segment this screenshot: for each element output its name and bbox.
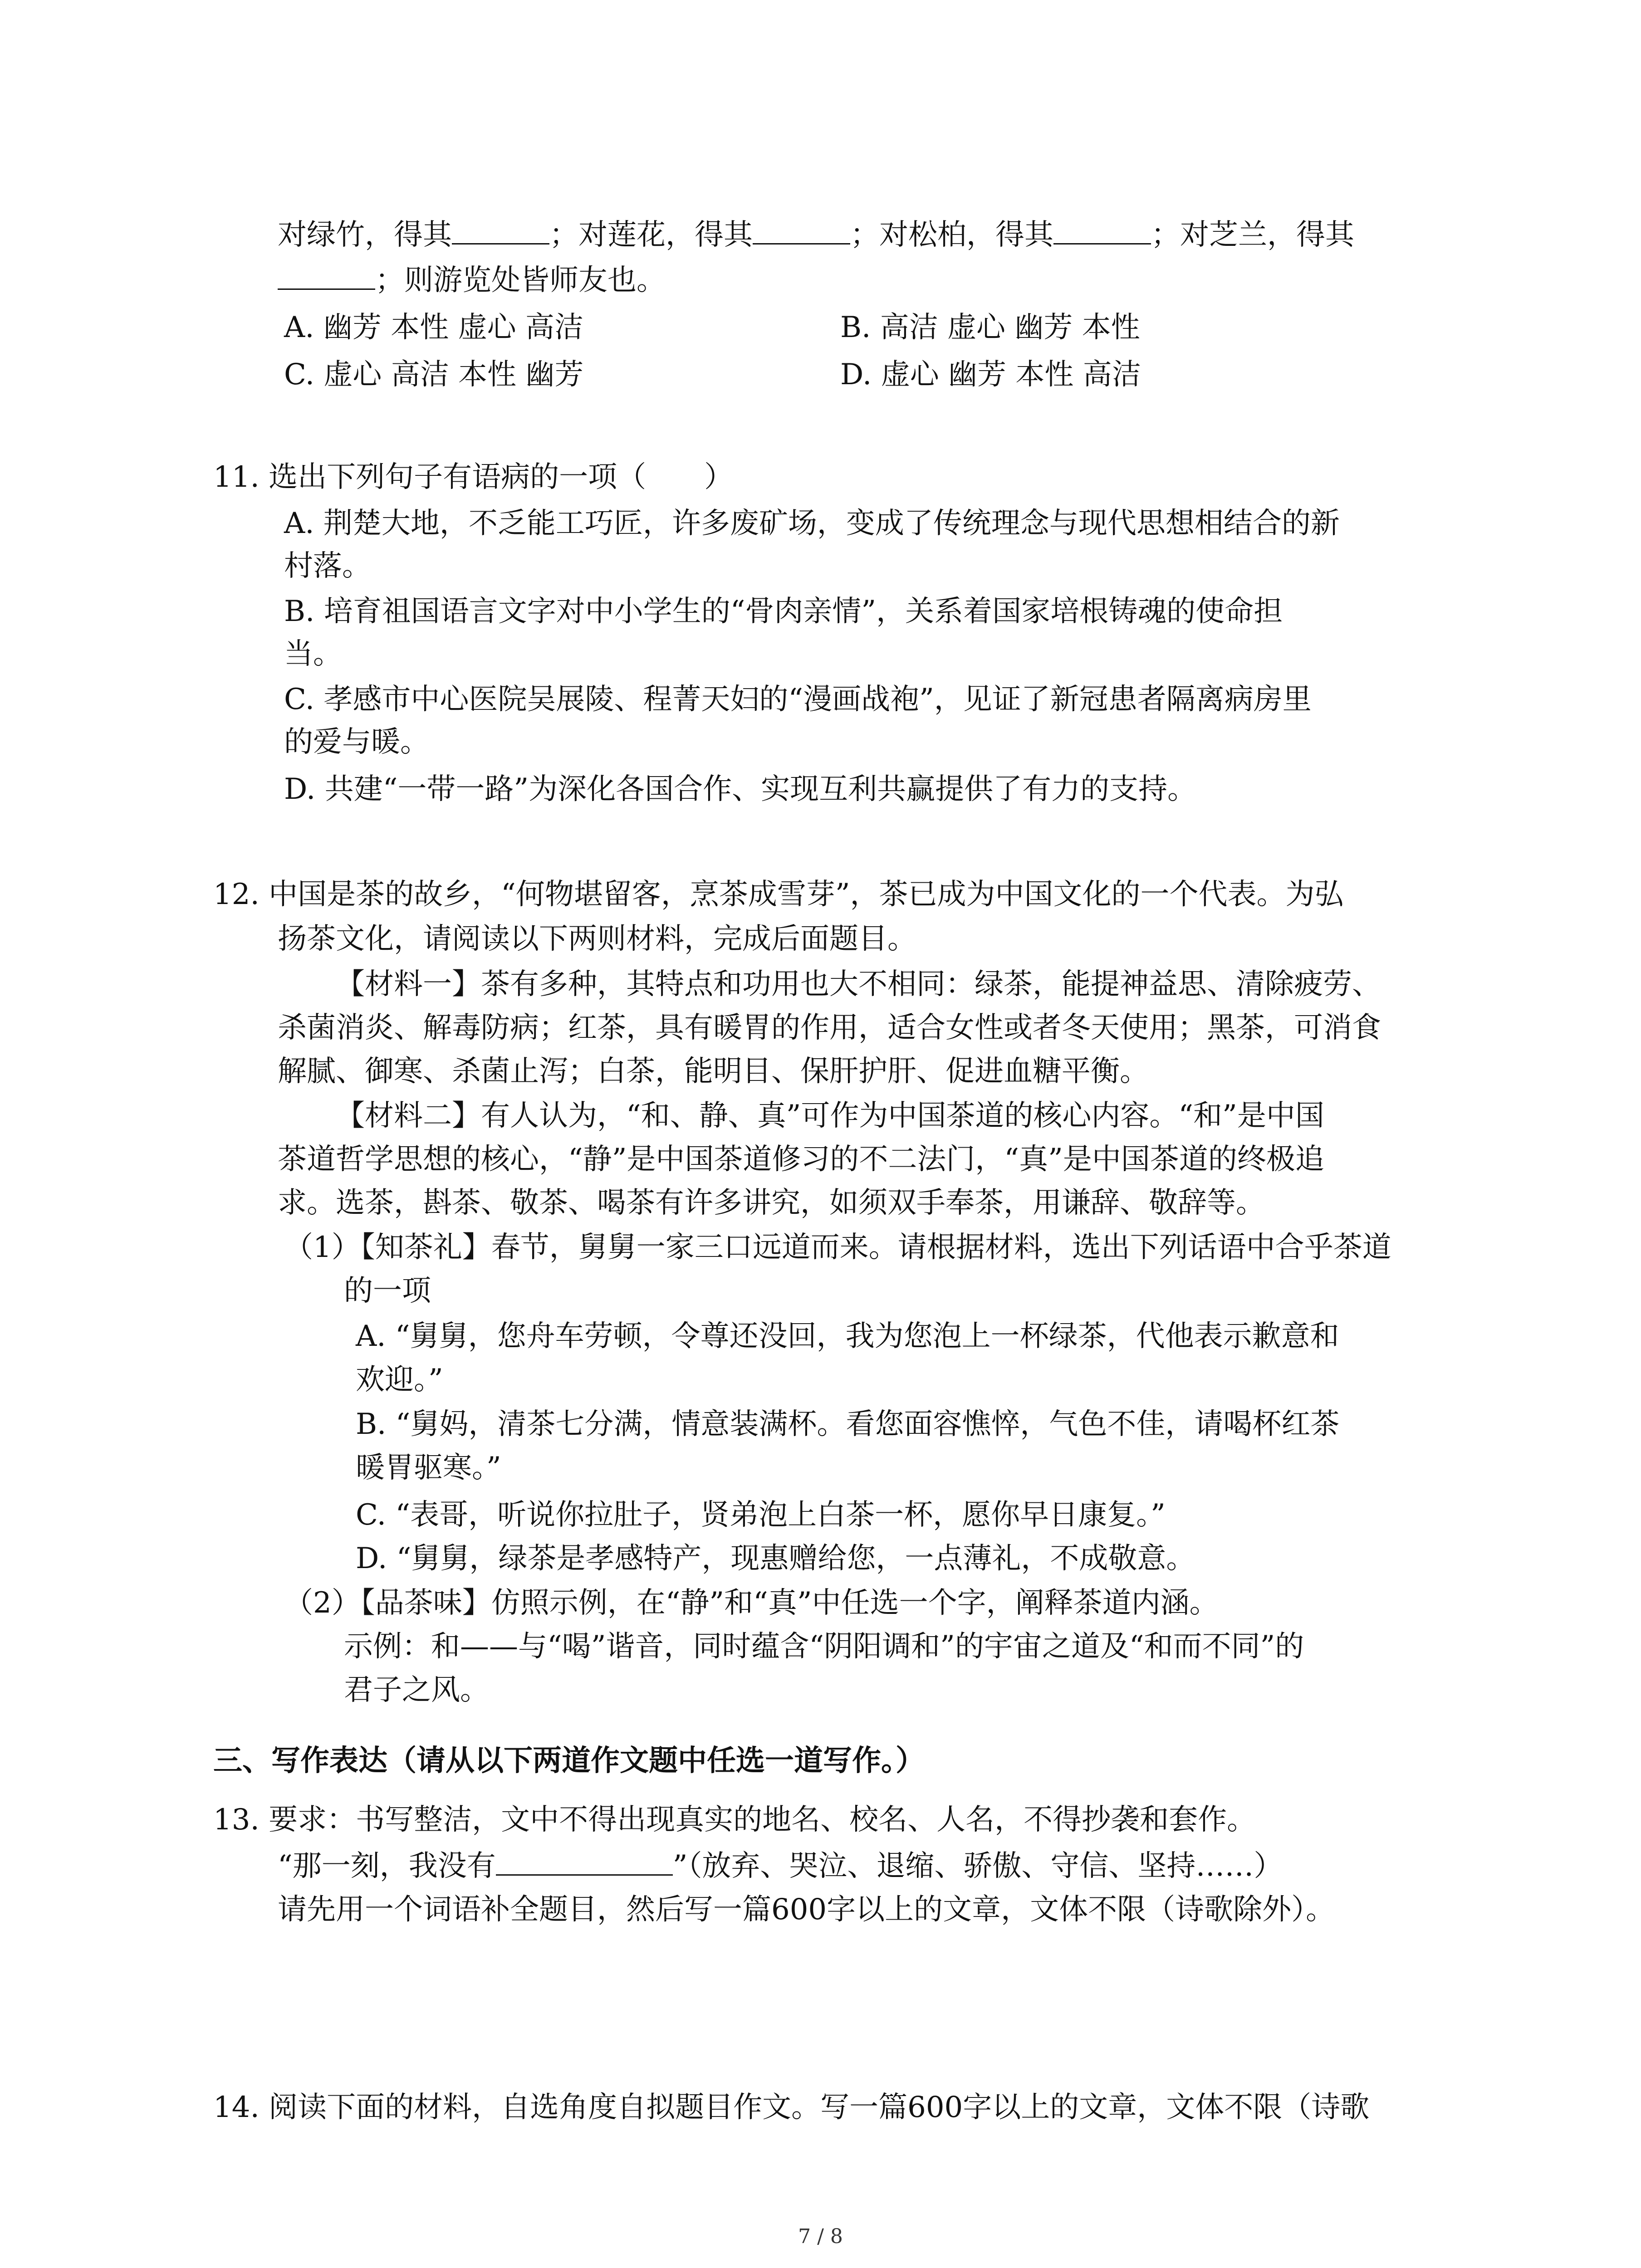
q12-stem-line2: 扬茶文化，请阅读以下两则材料，完成后面题目。 bbox=[278, 922, 916, 956]
q14-stem: 14. 阅读下面的材料，自选角度自拟题目作文。写一篇600字以上的文章，文体不限（诗歌 bbox=[213, 2091, 1370, 2124]
q10-option-c[interactable]: C. 虚心 高洁 本性 幽芳 bbox=[284, 358, 584, 391]
q10-option-d[interactable]: D. 虚心 幽芳 本性 高洁 bbox=[840, 358, 1141, 391]
q12-part1-option-b[interactable]: B. “舅妈，清茶七分满，情意装满杯。看您面容憔悴，气色不佳，请喝杯红茶 bbox=[356, 1408, 1340, 1441]
page-number: 7 / 8 bbox=[798, 2225, 843, 2248]
q10-text-5: ；则游览处皆师友也。 bbox=[375, 264, 666, 297]
material-2-line1: 【材料二】有人认为，“和、静、真”可作为中国茶道的核心内容。“和”是中国 bbox=[336, 1099, 1324, 1133]
q12-part1-stem-cont: 的一项 bbox=[344, 1274, 431, 1308]
q10-text-4: ；对芝兰，得其 bbox=[1151, 218, 1354, 252]
q10-option-b[interactable]: B. 高洁 虚心 幽芳 本性 bbox=[840, 311, 1140, 344]
answer-blank-2[interactable] bbox=[753, 218, 850, 244]
q11-option-b[interactable]: B. 培育祖国语言文字对中小学生的“骨肉亲情”，关系着国家培根铸魂的使命担 bbox=[284, 595, 1283, 628]
material-1-line3: 解腻、御寒、杀菌止泻；白茶，能明目、保肝护肝、促进血糖平衡。 bbox=[278, 1055, 1149, 1088]
q11-option-a-cont: 村落。 bbox=[284, 549, 371, 583]
q10-text-1: 对绿竹，得其 bbox=[278, 218, 452, 252]
q13-title-suffix: ”（放弃、哭泣、退缩、骄傲、守信、坚持……） bbox=[672, 1849, 1283, 1883]
q12-part1-stem: （1）【知茶礼】春节，舅舅一家三口远道而来。请根据材料，选出下列话语中合乎茶道 bbox=[284, 1231, 1391, 1264]
q10-line2 bbox=[278, 262, 666, 298]
q11-option-d[interactable]: D. 共建“一带一路”为深化各国合作、实现互利共赢提供了有力的支持。 bbox=[284, 772, 1197, 806]
q11-stem: 11. 选出下列句子有语病的一项（ ） bbox=[213, 460, 734, 494]
section-heading: 三、写作表达（请从以下两道作文题中任选一道写作。） bbox=[213, 1744, 925, 1778]
title-blank[interactable] bbox=[496, 1849, 673, 1876]
q12-stem-line1: 12. 中国是茶的故乡，“何物堪留客，烹茶成雪芽”，茶已成为中国文化的一个代表。为弘 bbox=[213, 878, 1344, 911]
q10-text-2: ；对莲花，得其 bbox=[549, 218, 753, 252]
answer-blank-3[interactable] bbox=[1053, 218, 1151, 244]
q10-option-a[interactable]: A. 幽芳 本性 虚心 高洁 bbox=[284, 311, 583, 344]
material-2-line3: 求。选茶，斟茶、敬茶、喝茶有许多讲究，如须双手奉茶，用谦辞、敬辞等。 bbox=[278, 1186, 1265, 1220]
answer-blank-4[interactable] bbox=[278, 263, 375, 290]
q12-part1-option-b-cont: 暖胃驱寒。” bbox=[356, 1451, 501, 1485]
q12-example-line2: 君子之风。 bbox=[344, 1673, 489, 1707]
q10-line1 bbox=[278, 217, 1354, 253]
q12-part1-option-c[interactable]: C. “表哥，听说你拉肚子，贤弟泡上白茶一杯，愿你早日康复。” bbox=[356, 1498, 1166, 1532]
q12-part1-option-a[interactable]: A. “舅舅，您舟车劳顿，令尊还没回，我为您泡上一杯绿茶，代他表示歉意和 bbox=[356, 1320, 1339, 1353]
q12-example-line1: 示例：和——与“喝”谐音，同时蕴含“阴阳调和”的宇宙之道及“和而不同”的 bbox=[344, 1630, 1304, 1663]
q11-option-c-cont: 的爱与暖。 bbox=[284, 725, 429, 759]
answer-blank-1[interactable] bbox=[452, 218, 549, 244]
q12-part2-stem: （2）【品茶味】仿照示例，在“静”和“真”中任选一个字，阐释茶道内涵。 bbox=[284, 1586, 1219, 1620]
q13-title-prefix: “那一刻，我没有 bbox=[278, 1849, 496, 1883]
q13-instruction: 请先用一个词语补全题目，然后写一篇600字以上的文章，文体不限（诗歌除外）。 bbox=[278, 1893, 1335, 1926]
material-1-line2: 杀菌消炎、解毒防病；红茶，具有暖胃的作用，适合女性或者冬天使用；黑茶，可消食 bbox=[278, 1011, 1381, 1045]
q13-requirement: 13. 要求：书写整洁，文中不得出现真实的地名、校名、人名，不得抄袭和套作。 bbox=[213, 1803, 1256, 1837]
q10-text-3: ；对松柏，得其 bbox=[850, 218, 1053, 252]
material-2-line2: 茶道哲学思想的核心，“静”是中国茶道修习的不二法门，“真”是中国茶道的终极追 bbox=[278, 1143, 1324, 1176]
q11-option-a[interactable]: A. 荆楚大地，不乏能工巧匠，许多废矿场，变成了传统理念与现代思想相结合的新 bbox=[284, 507, 1340, 540]
q12-part1-option-a-cont: 欢迎。” bbox=[356, 1363, 443, 1397]
material-1-line1: 【材料一】茶有多种，其特点和功用也大不相同：绿茶，能提神益思、清除疲劳、 bbox=[336, 968, 1381, 1001]
q11-option-b-cont: 当。 bbox=[284, 637, 342, 671]
q11-option-c[interactable]: C. 孝感市中心医院吴展陵、程菁天妇的“漫画战袍”，见证了新冠患者隔离病房里 bbox=[284, 683, 1312, 716]
q13-title-line bbox=[278, 1848, 1283, 1884]
q12-part1-option-d[interactable]: D. “舅舅，绿茶是孝感特产，现惠赠给您，一点薄礼，不成敬意。 bbox=[356, 1542, 1195, 1575]
